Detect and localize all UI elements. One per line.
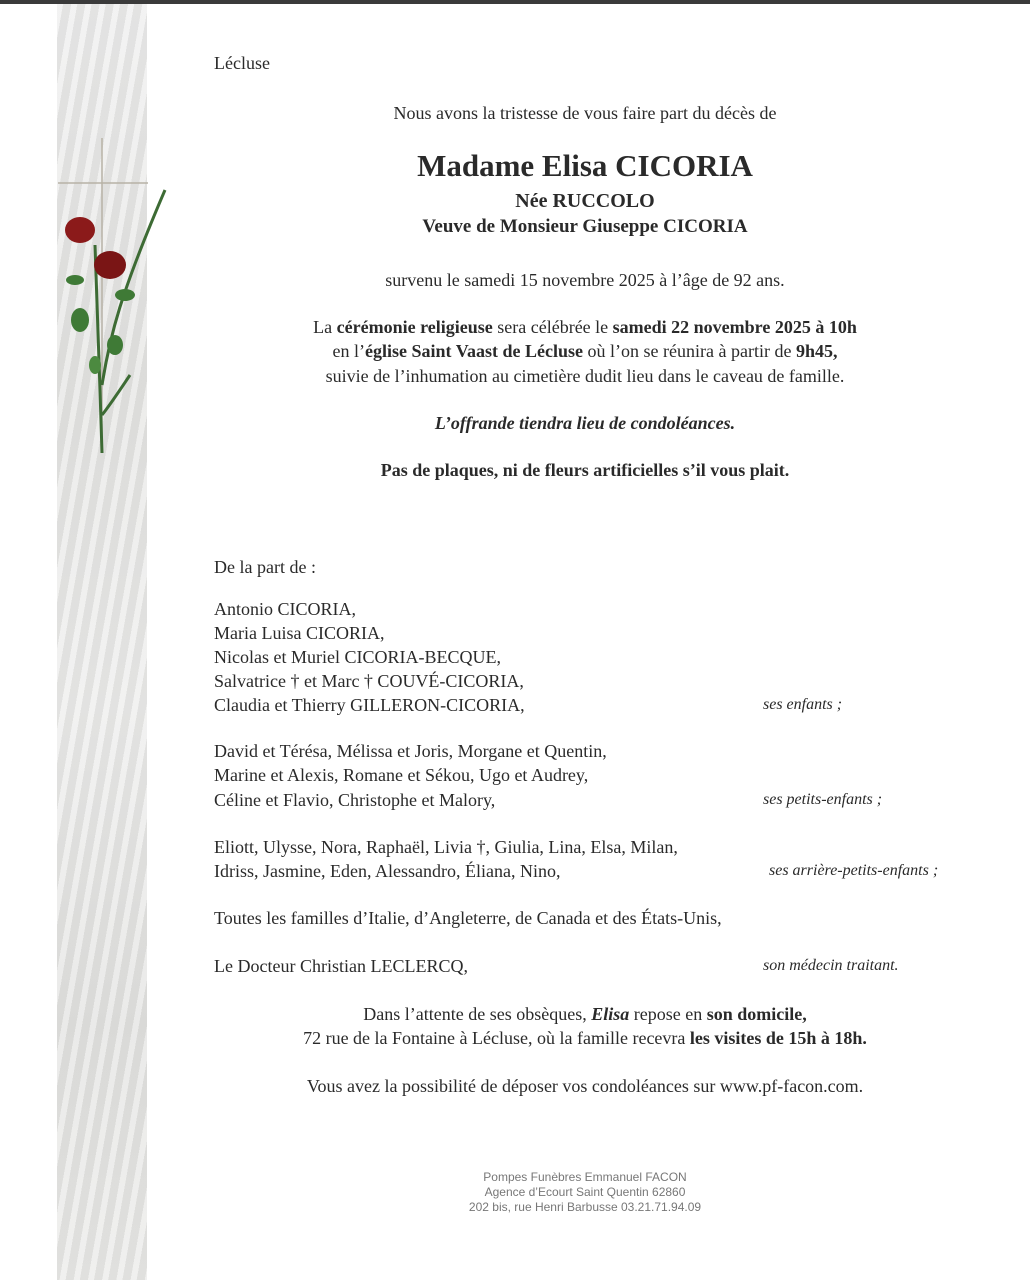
grandchildren-label: ses petits-enfants ; (763, 791, 883, 808)
rest-line-2: 72 rue de la Fontaine à Lécluse, où la famille recevra les visites de 15h à 18h. (303, 1028, 867, 1048)
grandchildren: David et Térésa, Mélissa et Joris, Morgane et Quentin, (214, 741, 607, 761)
death-date: survenu le samedi 15 novembre 2025 à l’âge de 92 ans. (385, 270, 785, 290)
grandchildren: Céline et Flavio, Christophe et Malory, (214, 790, 496, 810)
child: Maria Luisa CICORIA, (214, 623, 385, 643)
offering: L’offrande tiendra lieu de condoléances. (434, 413, 736, 433)
children-label: ses enfants ; (763, 696, 843, 713)
doctor: Le Docteur Christian LECLERCQ, (214, 956, 468, 976)
widow-of: Veuve de Monsieur Giuseppe CICORIA (422, 216, 748, 237)
footer-line: Pompes Funèbres Emmanuel FACON (483, 1170, 687, 1184)
ceremony-line-1: La cérémonie religieuse sera célébrée le samedi 22 novembre 2025 à 10h (313, 317, 857, 337)
town: Lécluse (214, 53, 270, 73)
child: Claudia et Thierry GILLERON-CICORIA, (214, 695, 525, 715)
child: Salvatrice † et Marc † COUVÉ-CICORIA, (214, 671, 524, 691)
child: Antonio CICORIA, (214, 599, 357, 619)
from-label: De la part de : (214, 557, 316, 577)
condolences: Vous avez la possibilité de déposer vos condoléances sur www.pf-facon.com. (306, 1076, 864, 1096)
families: Toutes les familles d’Italie, d’Angleterre, de Canada et des États-Unis, (214, 908, 722, 928)
ceremony-line-3: suivie de l’inhumation au cimetière dudit lieu dans le caveau de famille. (325, 366, 845, 386)
great-grandchildren: Eliott, Ulysse, Nora, Raphaël, Livia †, Giulia, Lina, Elsa, Milan, (214, 837, 678, 857)
no-plaques: Pas de plaques, ni de fleurs artificielles s’il vous plait. (380, 460, 790, 480)
grandchildren: Marine et Alexis, Romane et Sékou, Ugo et Audrey, (214, 765, 589, 785)
doctor-label: son médecin traitant. (763, 957, 899, 974)
great-grandchildren: Idriss, Jasmine, Eden, Alessandro, Éliana, Nino, (214, 861, 561, 881)
child: Nicolas et Muriel CICORIA-BECQUE, (214, 647, 501, 667)
maiden-name: Née RUCCOLO (515, 190, 655, 212)
ceremony-line-2: en l’église Saint Vaast de Lécluse où l’on se réunira à partir de 9h45, (332, 341, 838, 361)
website-link[interactable]: www.pf-facon.com. (719, 1076, 864, 1096)
deceased-name: Madame Elisa CICORIA (417, 148, 753, 183)
footer-line: Agence d’Ecourt Saint Quentin 62860 (484, 1185, 686, 1199)
footer-line: 202 bis, rue Henri Barbusse 03.21.71.94.09 (468, 1200, 702, 1214)
scan-border (0, 0, 1030, 4)
rest-line-1: Dans l’attente de ses obsèques, Elisa repose en son domicile, (363, 1004, 807, 1024)
great-grandchildren-label: ses arrière-petits-enfants ; (769, 862, 939, 879)
intro: Nous avons la tristesse de vous faire part du décès de (393, 103, 777, 123)
